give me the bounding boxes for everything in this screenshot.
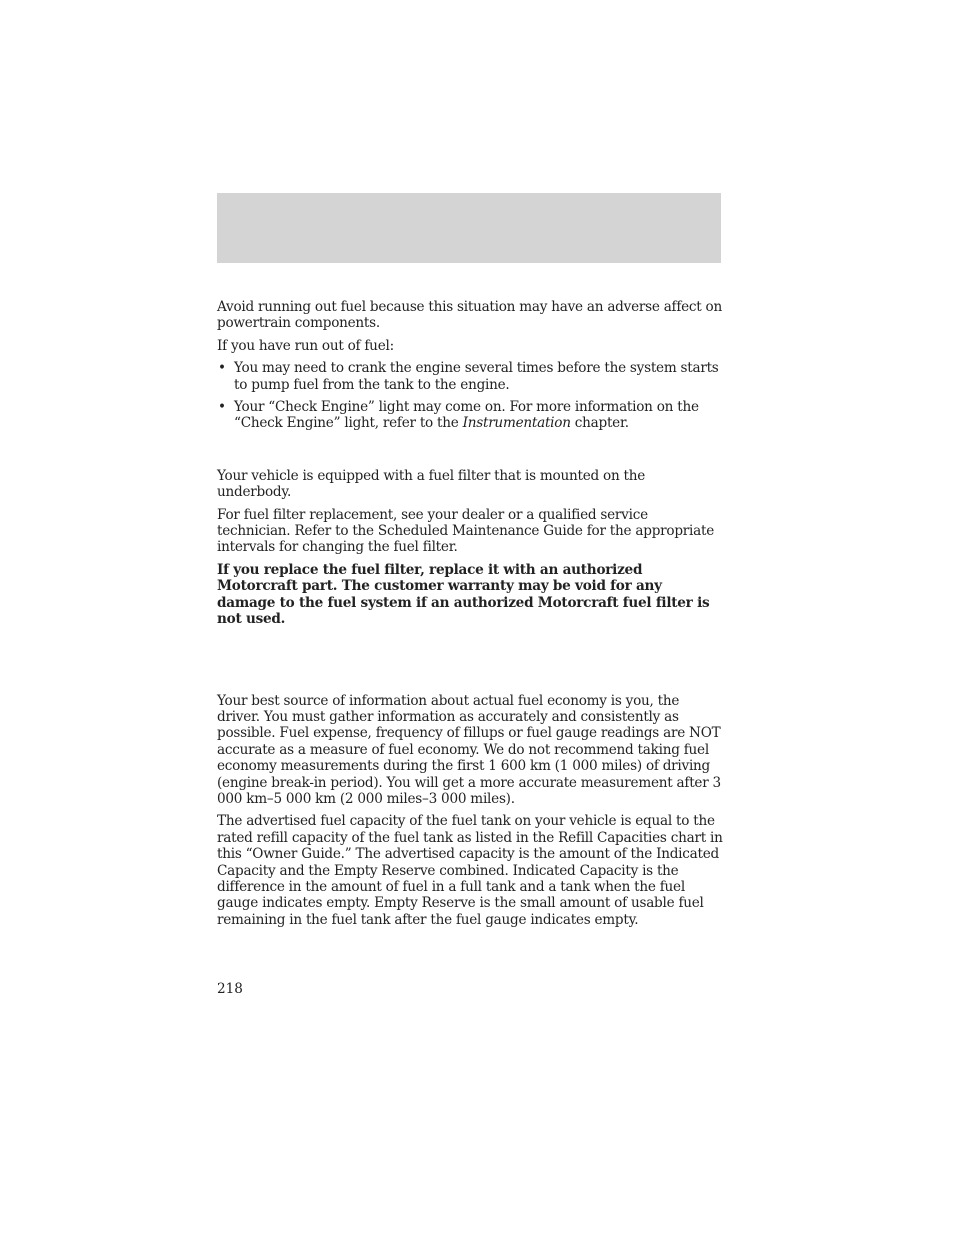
bullet-icon: •	[218, 399, 226, 416]
page-number: 218	[217, 981, 243, 997]
bullet-text: You may need to crank the engine several times before the system starts to pump fuel from the tank to the engine.	[234, 360, 719, 393]
run-out-bullet-list	[217, 360, 723, 432]
section-spacer	[217, 634, 723, 693]
fuel-capacity-paragraph: The advertised fuel capacity of the fuel tank on your vehicle is equal to the rated refill capacity of the fuel tank as listed in the Refill Capacities chart in this “Owner Guide.” The advertised capacity is the amount of the Indicated Capacity and the Empty Reserve combined. Indicated Capacity is the difference in the amount of fuel in a full tank and a tank when the fuel gauge indicates empty. Empty Reserve is the small amount of usable fuel remaining in the fuel tank after the fuel gauge indicates empty.	[217, 813, 723, 928]
filter-warning: If you replace the fuel filter, replace it with an authorized Motorcraft part. The customer warranty may be void for any damage to the fuel system if an authorized Motorcraft fuel filter is not used.	[217, 561, 710, 628]
bullet-text: Your “Check Engine” light may come on. For more information on the “Check Engine” light, refer to the	[234, 399, 699, 432]
page-content	[217, 299, 723, 934]
filter-replacement-paragraph: For fuel filter replacement, see your dealer or a qualified service technician. Refer to the Scheduled Maintenance Guide for the appropriate intervals for changing the fuel filter.	[217, 506, 714, 556]
bullet-text-end: chapter.	[570, 415, 629, 432]
list-item	[217, 399, 723, 432]
chapter-header-band	[217, 193, 721, 263]
bullet-icon: •	[218, 360, 226, 377]
run-out-intro: If you have run out of fuel:	[217, 337, 394, 354]
fuel-filter-paragraph: Your vehicle is equipped with a fuel filter that is mounted on the underbody.	[217, 467, 646, 501]
list-item	[217, 360, 723, 393]
fuel-economy-paragraph: Your best source of information about actual fuel economy is you, the driver. You must gather information as accurately and consistently as possible. Fuel expense, frequency of fillups or fuel gauge readings are NOT accurate as a measure of fuel economy. We do not recommend taking fuel economy measurements during the first 1 600 km (1 000 miles) of driving (engine break-in period). You will get a more accurate measurement after 3 000 km–5 000 km (2 000 miles–3 000 miles).	[217, 692, 721, 807]
section-spacer	[217, 438, 723, 468]
chapter-reference: Instrumentation	[462, 415, 571, 432]
running-out-paragraph: Avoid running out fuel because this situation may have an adverse affect on powertrain components.	[217, 299, 723, 332]
